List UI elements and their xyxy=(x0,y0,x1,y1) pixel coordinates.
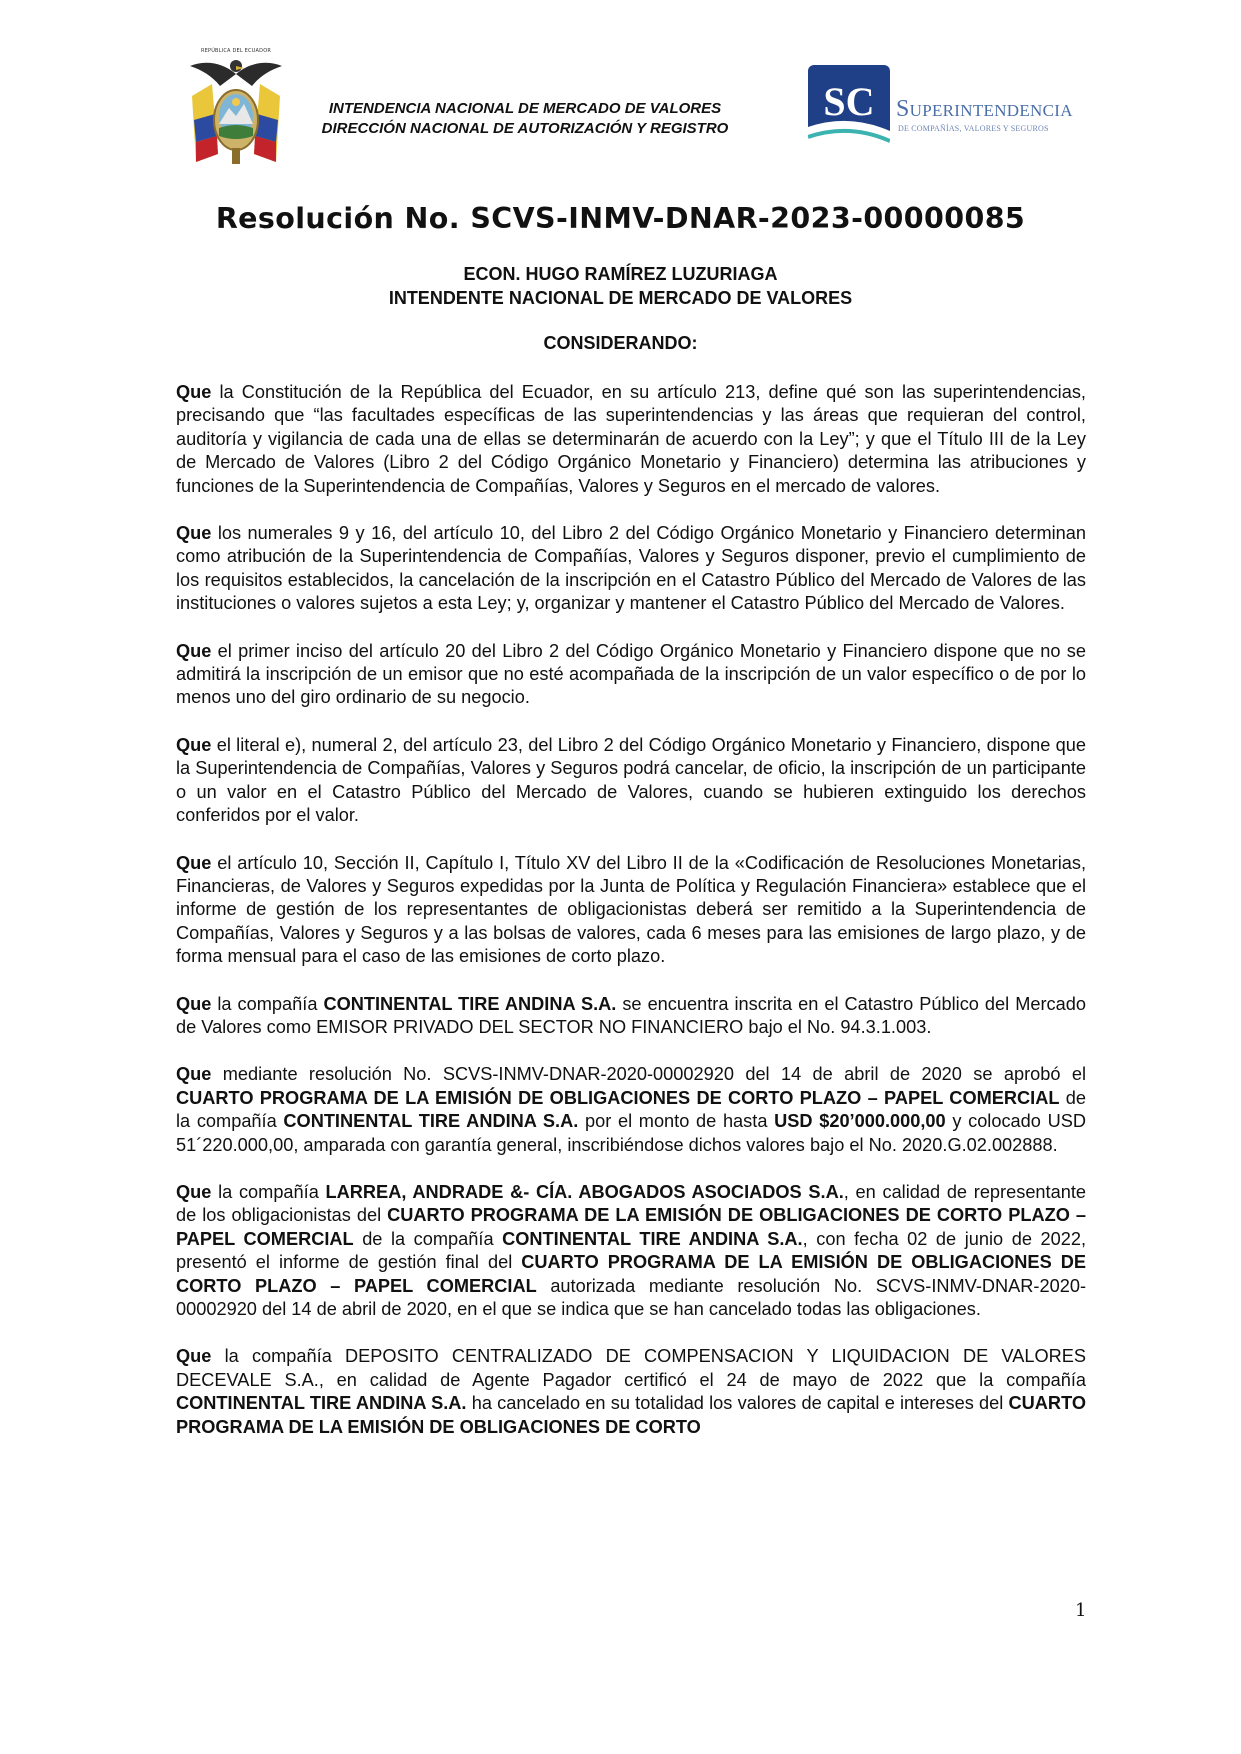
bold-segment: Que xyxy=(176,523,212,544)
bold-segment: CONTINENTAL TIRE ANDINA S.A. xyxy=(502,1228,803,1249)
bold-segment: Que xyxy=(176,382,212,402)
bold-segment: USD $20’000.000,00 xyxy=(774,1111,946,1132)
considerando-paragraph xyxy=(176,1063,1086,1157)
header-line-intendencia: INTENDENCIA NACIONAL DE MERCADO DE VALORES xyxy=(328,100,722,117)
bold-segment: CUARTO PROGRAMA DE LA EMISIÓN DE OBLIGACIONES DE CORTO PLAZO – PAPEL COMERCIAL xyxy=(176,1205,1086,1249)
bold-segment: CONTINENTAL TIRE ANDINA S.A. xyxy=(323,993,617,1014)
text-segment: de la compañía xyxy=(353,1228,503,1249)
considerando-paragraph xyxy=(176,522,1086,616)
bold-segment: Que xyxy=(176,1346,212,1367)
ecuador-coat-of-arms-icon xyxy=(184,44,288,170)
header-institution xyxy=(290,99,760,139)
page-number: 1 xyxy=(1075,1600,1087,1621)
considerando-paragraph xyxy=(176,734,1086,828)
document-header xyxy=(0,0,1241,180)
text-segment: la compañía xyxy=(211,1181,326,1202)
text-segment: la compañía xyxy=(211,993,324,1014)
bold-segment: Que xyxy=(176,734,212,755)
text-segment: , en calidad de representante de los obligacionistas del xyxy=(176,1181,1086,1226)
text-segment: , con fecha 02 de junio de 2022, presentó el informe de gestión final del xyxy=(176,1228,1086,1273)
bold-segment: CUARTO PROGRAMA DE LA EMISIÓN DE OBLIGACIONES DE CORTO PLAZO – PAPEL COMERCIAL xyxy=(176,1087,1060,1108)
considerando-paragraph xyxy=(176,381,1086,498)
text-segment: ha cancelado en su totalidad los valores de capital e intereses del xyxy=(466,1393,1009,1414)
text-segment: y colocado USD 51´220.000,00, amparada con garantía general, inscribiéndose dichos valores bajo el No. 2020.G.02.002888. xyxy=(176,1111,1086,1155)
text-segment: se encuentra inscrita en el Catastro Público del Mercado de Valores como EMISOR PRIVADO DEL SECTOR NO FINANCIERO bajo el No. 94.3.1.003. xyxy=(176,993,1086,1037)
text-segment: mediante resolución No. SCVS-INMV-DNAR-2020-00002920 del 14 de abril de 2020 se aprobó el xyxy=(211,1064,1086,1085)
text-segment: el artículo 10, Sección II, Capítulo I, Título XV del Libro II de la «Codificación de Resoluciones Monetarias, Financieras, de Valores y Seguros expedidas por la Junta de Política y Regulación Financiera» establece que el informe de gestión de los representantes de obligacionistas deberá ser remitido a la Superintendencia de Compañías, Valores y Seguros y a las bolsas de valores, cada 6 meses para las emisiones de largo plazo, y de forma mensual para el caso de las emisiones de corto plazo. xyxy=(176,852,1086,967)
text-segment: el literal e), numeral 2, del artículo 23, del Libro 2 del Código Orgánico Monetario y Financiero, dispone que la Superintendencia de Compañías, Valores y Seguros podrá cancelar, de oficio, la inscripción de un participante o un valor en el Catastro Público del Mercado de Valores, cuando se hubieren extinguido los derechos conferidos por el valor. xyxy=(176,734,1086,826)
official-name: ECON. HUGO RAMÍREZ LUZURIAGA xyxy=(463,264,778,284)
text-segment: la compañía DEPOSITO CENTRALIZADO DE COMPENSACION Y LIQUIDACION DE VALORES DECEVALE S.A., en calidad de Agente Pagador certificó el 24 de mayo de 2022 que la compañía xyxy=(176,1346,1086,1390)
considerando-paragraph xyxy=(176,1345,1086,1439)
logo-subtitle: DE COMPAÑÍAS, VALORES Y SEGUROS xyxy=(898,124,1049,133)
header-line-direccion: DIRECCIÓN NACIONAL DE AUTORIZACIÓN Y REGISTRO xyxy=(321,120,729,137)
bold-segment: Que xyxy=(176,640,212,661)
text-segment: de la compañía xyxy=(176,1087,1086,1132)
bold-segment: LARREA, ANDRADE &- CÍA. ABOGADOS ASOCIADOS S.A. xyxy=(325,1181,844,1202)
bold-segment: Que xyxy=(176,1064,212,1085)
considerando-paragraph xyxy=(176,993,1086,1040)
resolution-title: Resolución No. SCVS-INMV-DNAR-2023-00000085 xyxy=(215,202,1026,235)
text-segment: el primer inciso del artículo 20 del Libro 2 del Código Orgánico Monetario y Financiero dispone que no se admitirá la inscripción de un emisor que no esté acompañada de la inscripción de un valor específico o de por lo menos uno del giro ordinario de su negocio. xyxy=(176,640,1086,708)
considerando-paragraph xyxy=(176,640,1086,710)
considerando-paragraphs xyxy=(176,381,1086,1463)
seal-caption: REPÚBLICA DEL ECUADOR xyxy=(200,48,272,54)
text-segment: los numerales 9 y 16, del artículo 10, del Libro 2 del Código Orgánico Monetario y Financiero determinan como atribución de la Superintendencia de Compañías, Valores y Seguros disponer, previo el cumplimiento de los requisitos establecidos, la cancelación de la inscripción en el Catastro Público del Mercado de Valores de las instituciones o valores sujetos a esta Ley; y, organizar y mantener el Catastro Público del Mercado de Valores. xyxy=(176,523,1086,614)
bold-segment: Que xyxy=(176,852,212,873)
bold-segment: CONTINENTAL TIRE ANDINA S.A. xyxy=(283,1111,579,1132)
bold-segment: CUARTO PROGRAMA DE LA EMISIÓN DE OBLIGACIONES DE CORTO PLAZO – PAPEL COMERCIAL xyxy=(176,1252,1086,1296)
bold-segment: Que xyxy=(176,993,212,1014)
text-segment: la Constitución de la República del Ecuador, en su artículo 213, define qué son las superintendencias, precisando que “las facultades específicas de las superintendencias y las áreas que requieran del control, auditoría y vigilancia de cada una de ellas se determinarán de acuerdo con la Ley”; y que el Título III de la Ley de Mercado de Valores (Libro 2 del Código Orgánico Monetario y Financiero) determina las atribuciones y funciones de la Superintendencia de Compañías, Valores y Seguros en el mercado de valores. xyxy=(176,382,1086,496)
official-position: INTENDENTE NACIONAL DE MERCADO DE VALORES xyxy=(388,288,853,308)
section-heading: CONSIDERANDO: xyxy=(543,333,698,353)
superintendencia-logo-icon xyxy=(808,65,890,155)
text-segment: por el monto de hasta xyxy=(578,1111,775,1132)
considerando-paragraph xyxy=(176,1181,1086,1321)
official-block xyxy=(0,262,1241,310)
logo-name: Superintendencia xyxy=(896,96,1073,122)
considerando-paragraph xyxy=(176,852,1086,969)
bold-segment: CUARTO PROGRAMA DE LA EMISIÓN DE OBLIGACIONES DE CORTO xyxy=(176,1393,1086,1437)
logo-monogram: SC xyxy=(823,79,875,124)
bold-segment: CONTINENTAL TIRE ANDINA S.A. xyxy=(176,1393,467,1414)
text-segment: autorizada mediante resolución No. SCVS-INMV-DNAR-2020-00002920 del 14 de abril de 2020, en el que se indica que se han cancelado todas las obligaciones. xyxy=(176,1275,1086,1319)
bold-segment: Que xyxy=(176,1181,212,1202)
